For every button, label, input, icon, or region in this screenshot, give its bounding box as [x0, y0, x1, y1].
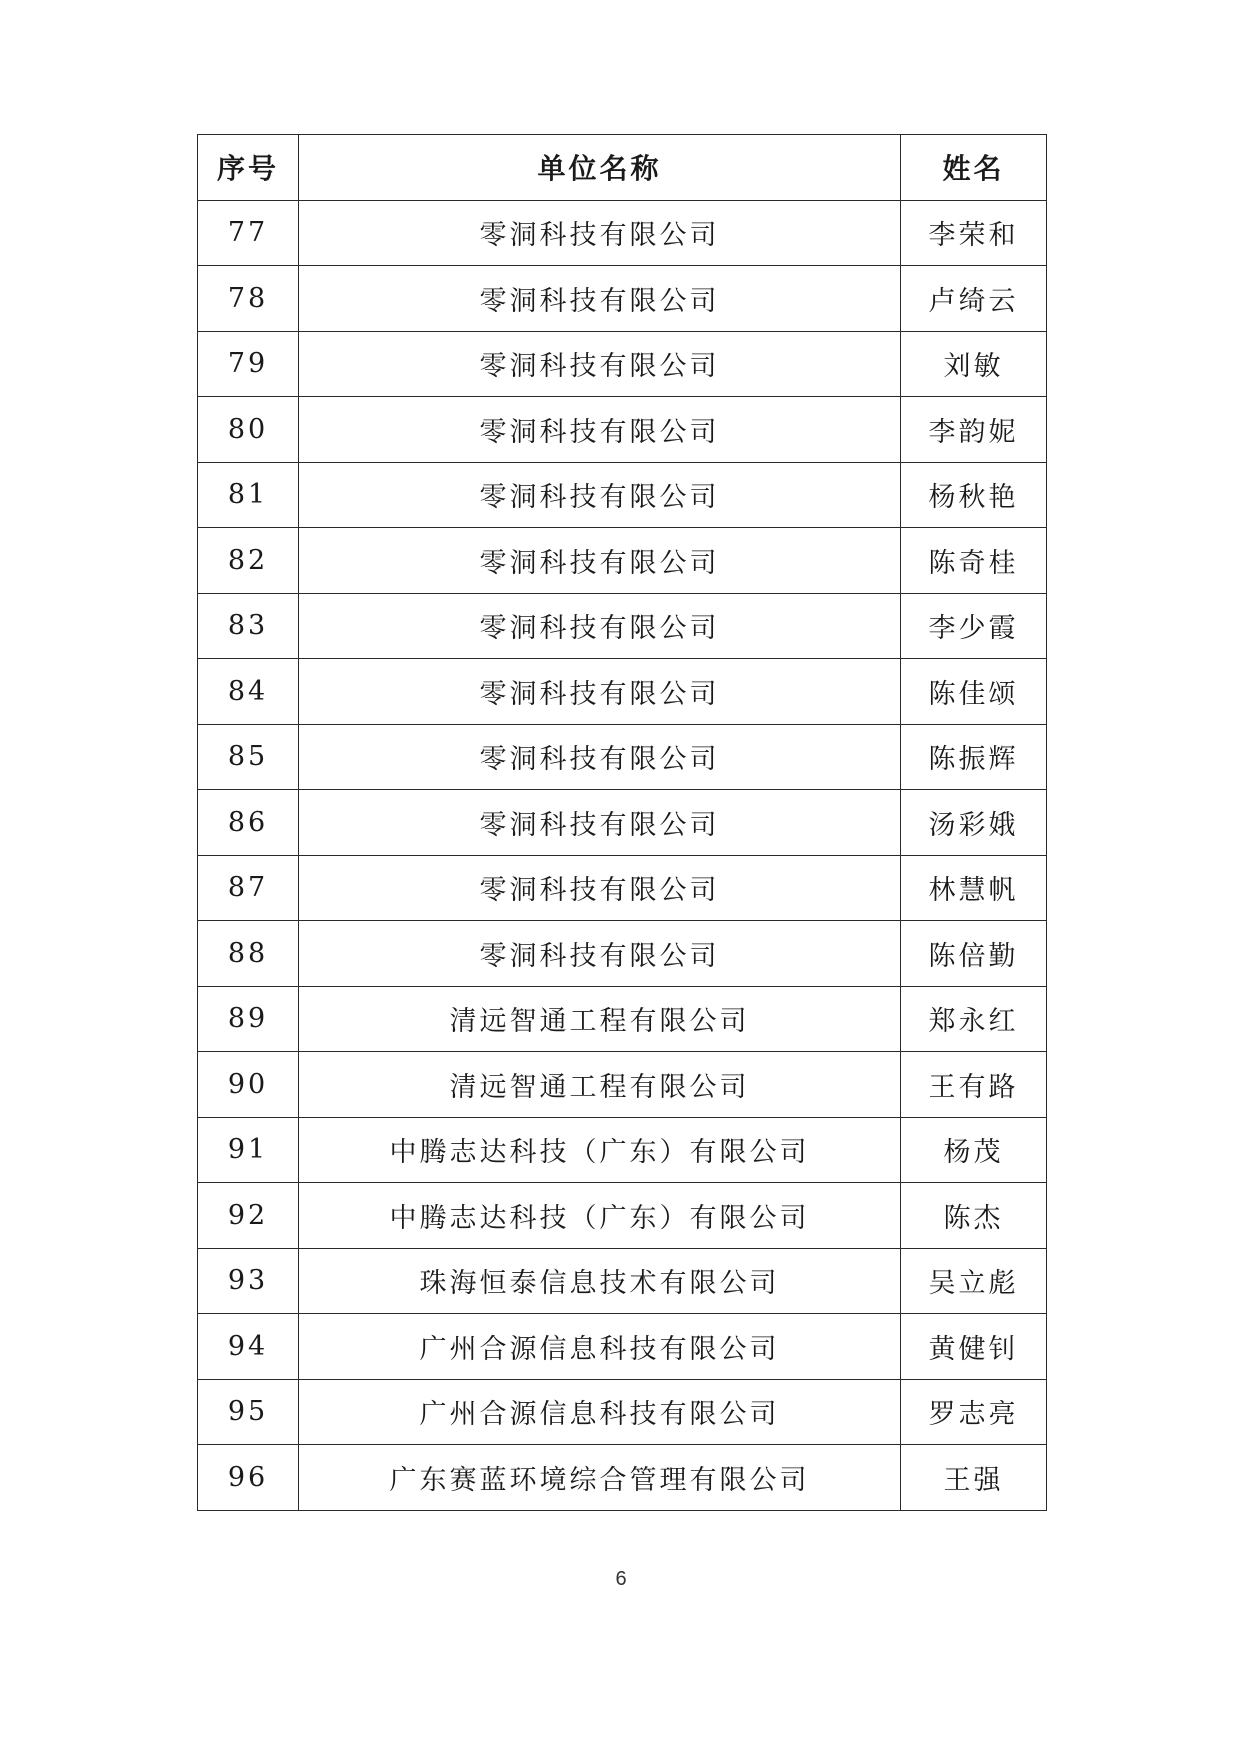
cell-person-name: 汤彩娥: [901, 790, 1047, 856]
cell-unit-name: 清远智通工程有限公司: [299, 986, 901, 1052]
table-row: [198, 986, 1047, 1052]
cell-person-name: 王有路: [901, 1052, 1047, 1118]
cell-person-name: 李少霞: [901, 593, 1047, 659]
table-row: [198, 1314, 1047, 1380]
cell-unit-name: 广州合源信息科技有限公司: [299, 1379, 901, 1445]
cell-unit-name: 零洞科技有限公司: [299, 921, 901, 987]
cell-person-name: 陈杰: [901, 1183, 1047, 1249]
cell-serial-number: 85: [198, 724, 299, 790]
cell-unit-name: 中腾志达科技（广东）有限公司: [299, 1117, 901, 1183]
cell-unit-name: 零洞科技有限公司: [299, 266, 901, 332]
cell-person-name: 郑永红: [901, 986, 1047, 1052]
table-row: [198, 1052, 1047, 1118]
cell-serial-number: 92: [198, 1183, 299, 1249]
cell-person-name: 陈佳颂: [901, 659, 1047, 725]
cell-unit-name: 珠海恒泰信息技术有限公司: [299, 1248, 901, 1314]
cell-unit-name: 零洞科技有限公司: [299, 462, 901, 528]
cell-person-name: 王强: [901, 1445, 1047, 1511]
cell-serial-number: 89: [198, 986, 299, 1052]
cell-unit-name: 零洞科技有限公司: [299, 528, 901, 594]
table-row: [198, 1117, 1047, 1183]
cell-serial-number: 84: [198, 659, 299, 725]
cell-unit-name: 广州合源信息科技有限公司: [299, 1314, 901, 1380]
table-row: [198, 724, 1047, 790]
cell-serial-number: 78: [198, 266, 299, 332]
header-serial-number: 序号: [198, 135, 299, 201]
table-row: [198, 266, 1047, 332]
cell-serial-number: 90: [198, 1052, 299, 1118]
cell-unit-name: 零洞科技有限公司: [299, 397, 901, 463]
table-row: [198, 659, 1047, 725]
header-person-name: 姓名: [901, 135, 1047, 201]
table-row: [198, 1379, 1047, 1445]
cell-serial-number: 80: [198, 397, 299, 463]
cell-serial-number: 77: [198, 200, 299, 266]
cell-person-name: 陈奇桂: [901, 528, 1047, 594]
table-header-row: [198, 135, 1047, 201]
table-row: [198, 1183, 1047, 1249]
cell-serial-number: 81: [198, 462, 299, 528]
page-number: 6: [615, 1568, 627, 1590]
table-row: [198, 921, 1047, 987]
table-body: [198, 200, 1047, 1510]
table-row: [198, 593, 1047, 659]
table-row: [198, 790, 1047, 856]
cell-serial-number: 82: [198, 528, 299, 594]
cell-serial-number: 87: [198, 855, 299, 921]
cell-unit-name: 广东赛蓝环境综合管理有限公司: [299, 1445, 901, 1511]
cell-unit-name: 零洞科技有限公司: [299, 593, 901, 659]
cell-serial-number: 95: [198, 1379, 299, 1445]
cell-serial-number: 88: [198, 921, 299, 987]
cell-person-name: 杨秋艳: [901, 462, 1047, 528]
cell-serial-number: 93: [198, 1248, 299, 1314]
cell-person-name: 林慧帆: [901, 855, 1047, 921]
cell-person-name: 杨茂: [901, 1117, 1047, 1183]
table-row: [198, 200, 1047, 266]
cell-person-name: 陈振辉: [901, 724, 1047, 790]
cell-serial-number: 91: [198, 1117, 299, 1183]
table-row: [198, 397, 1047, 463]
cell-unit-name: 零洞科技有限公司: [299, 855, 901, 921]
cell-unit-name: 零洞科技有限公司: [299, 790, 901, 856]
table-row: [198, 855, 1047, 921]
cell-person-name: 卢绮云: [901, 266, 1047, 332]
cell-person-name: 罗志亮: [901, 1379, 1047, 1445]
cell-serial-number: 79: [198, 331, 299, 397]
cell-person-name: 刘敏: [901, 331, 1047, 397]
cell-unit-name: 零洞科技有限公司: [299, 200, 901, 266]
table-row: [198, 462, 1047, 528]
cell-unit-name: 零洞科技有限公司: [299, 659, 901, 725]
roster-table: [197, 134, 1047, 1511]
cell-person-name: 李韵妮: [901, 397, 1047, 463]
cell-person-name: 黄健钊: [901, 1314, 1047, 1380]
table-row: [198, 1248, 1047, 1314]
cell-serial-number: 83: [198, 593, 299, 659]
cell-unit-name: 零洞科技有限公司: [299, 724, 901, 790]
cell-unit-name: 中腾志达科技（广东）有限公司: [299, 1183, 901, 1249]
table-row: [198, 331, 1047, 397]
cell-serial-number: 94: [198, 1314, 299, 1380]
cell-person-name: 吴立彪: [901, 1248, 1047, 1314]
cell-unit-name: 零洞科技有限公司: [299, 331, 901, 397]
cell-person-name: 陈倍勤: [901, 921, 1047, 987]
cell-serial-number: 96: [198, 1445, 299, 1511]
header-unit-name: 单位名称: [299, 135, 901, 201]
table-row: [198, 528, 1047, 594]
cell-person-name: 李荣和: [901, 200, 1047, 266]
table-row: [198, 1445, 1047, 1511]
cell-unit-name: 清远智通工程有限公司: [299, 1052, 901, 1118]
cell-serial-number: 86: [198, 790, 299, 856]
